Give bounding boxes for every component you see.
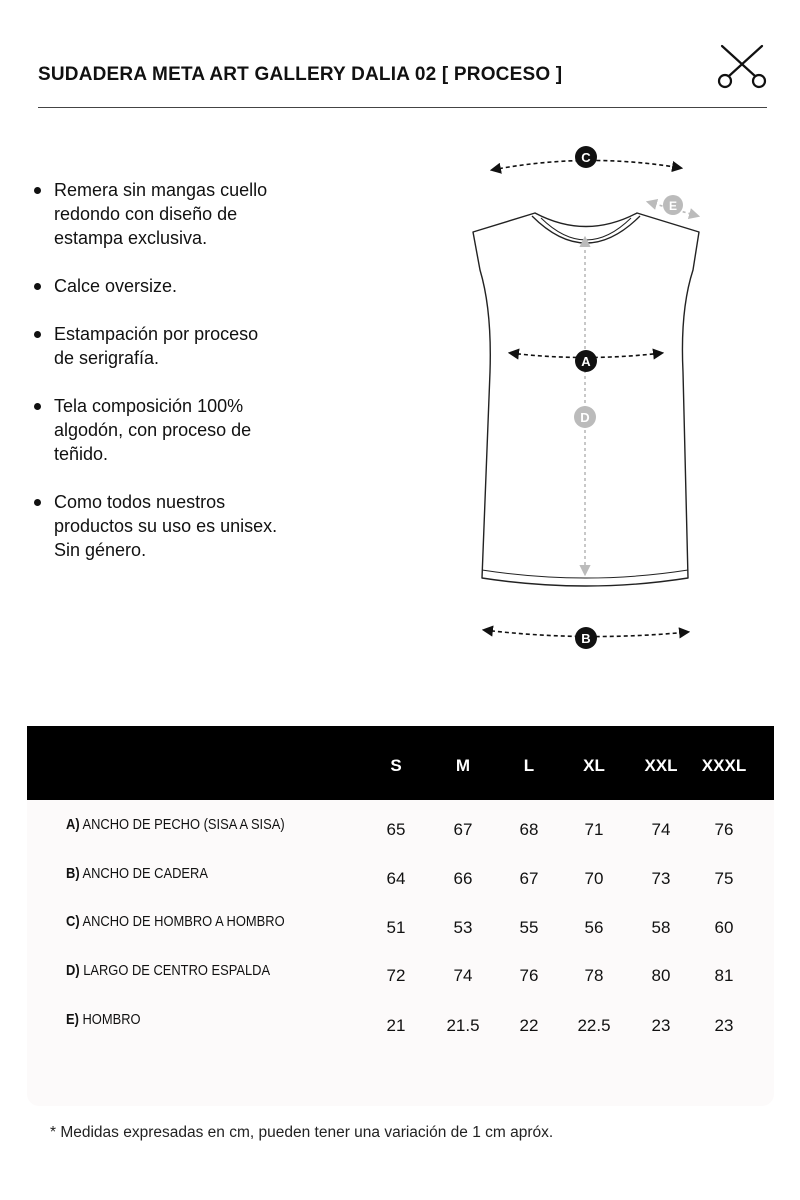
size-header-l: L [523, 756, 535, 775]
table-cell: 51 [386, 918, 406, 937]
svg-text:B: B [581, 631, 591, 646]
table-row-label: B) ANCHO DE CADERA [66, 865, 208, 882]
svg-text:D: D [580, 410, 590, 425]
feature-item: Calce oversize. [34, 274, 344, 298]
table-cell: 65 [386, 820, 406, 839]
feature-item: Estampación por proceso de serigrafía. [34, 322, 344, 370]
table-cell: 60 [714, 918, 734, 937]
table-cell: 67 [519, 869, 539, 888]
table-cell: 74 [651, 820, 671, 839]
table-cell: 22 [519, 1016, 539, 1035]
size-header-s: S [390, 756, 402, 775]
scissors-icon [716, 42, 768, 90]
size-header-m: M [455, 756, 471, 775]
feature-item: Remera sin mangas cuello redondo con diseño de estampa exclusiva. [34, 178, 344, 250]
table-cell: 70 [584, 869, 604, 888]
marker-e [663, 195, 683, 215]
table-cell: 56 [584, 918, 604, 937]
table-cell: 72 [386, 966, 406, 985]
table-row-label: D) LARGO DE CENTRO ESPALDA [66, 962, 271, 979]
table-cell: 68 [519, 820, 539, 839]
bullet-icon [34, 187, 41, 194]
table-cell: 64 [386, 869, 406, 888]
table-row-label: A) ANCHO DE PECHO (SISA A SISA) [66, 816, 285, 833]
bullet-icon [34, 283, 41, 290]
bullet-icon [34, 403, 41, 410]
size-header-xl: XL [583, 756, 605, 775]
marker-d [574, 406, 596, 428]
table-cell: 21 [386, 1016, 406, 1035]
size-header-xxl: XXL [644, 756, 678, 775]
feature-item: Tela composición 100% algodón, con proceso de teñido. [34, 394, 344, 466]
size-table [27, 726, 774, 1106]
bullet-icon [34, 331, 41, 338]
table-cell: 58 [651, 918, 671, 937]
table-cell: 21.5 [446, 1016, 480, 1035]
table-cell: 80 [651, 966, 671, 985]
marker-b [575, 627, 597, 649]
bullet-icon [34, 499, 41, 506]
table-cell: 76 [519, 966, 539, 985]
table-cell: 55 [519, 918, 539, 937]
marker-a [575, 350, 597, 372]
garment-diagram [460, 140, 720, 660]
svg-text:A: A [581, 354, 591, 369]
table-cell: 53 [453, 918, 473, 937]
footnote: * Medidas expresadas en cm, pueden tener una variación de 1 cm apróx. [50, 1124, 554, 1141]
marker-c [575, 146, 597, 168]
tank-top-outline [473, 213, 699, 586]
table-cell: 76 [714, 820, 734, 839]
feature-list [34, 178, 344, 586]
table-cell: 22.5 [577, 1016, 611, 1035]
table-cell: 23 [651, 1016, 671, 1035]
table-cell: 74 [453, 966, 473, 985]
size-table-header [27, 726, 774, 800]
table-cell: 75 [714, 869, 734, 888]
table-cell: 71 [584, 820, 604, 839]
table-row-label: E) HOMBRO [66, 1011, 141, 1028]
size-header-xxxl: XXXL [701, 756, 747, 775]
table-row-label: C) ANCHO DE HOMBRO A HOMBRO [66, 913, 285, 930]
table-cell: 66 [453, 869, 473, 888]
header-divider [38, 107, 767, 108]
table-cell: 23 [714, 1016, 734, 1035]
table-cell: 73 [651, 869, 671, 888]
svg-text:E: E [668, 199, 678, 213]
table-cell: 78 [584, 966, 604, 985]
table-cell: 81 [714, 966, 734, 985]
page-title: SUDADERA META ART GALLERY DALIA 02 [ PROCESO ] [38, 64, 563, 85]
svg-text:C: C [581, 150, 591, 165]
table-cell: 67 [453, 820, 473, 839]
feature-item: Como todos nuestros productos su uso es unisex. Sin género. [34, 490, 344, 562]
